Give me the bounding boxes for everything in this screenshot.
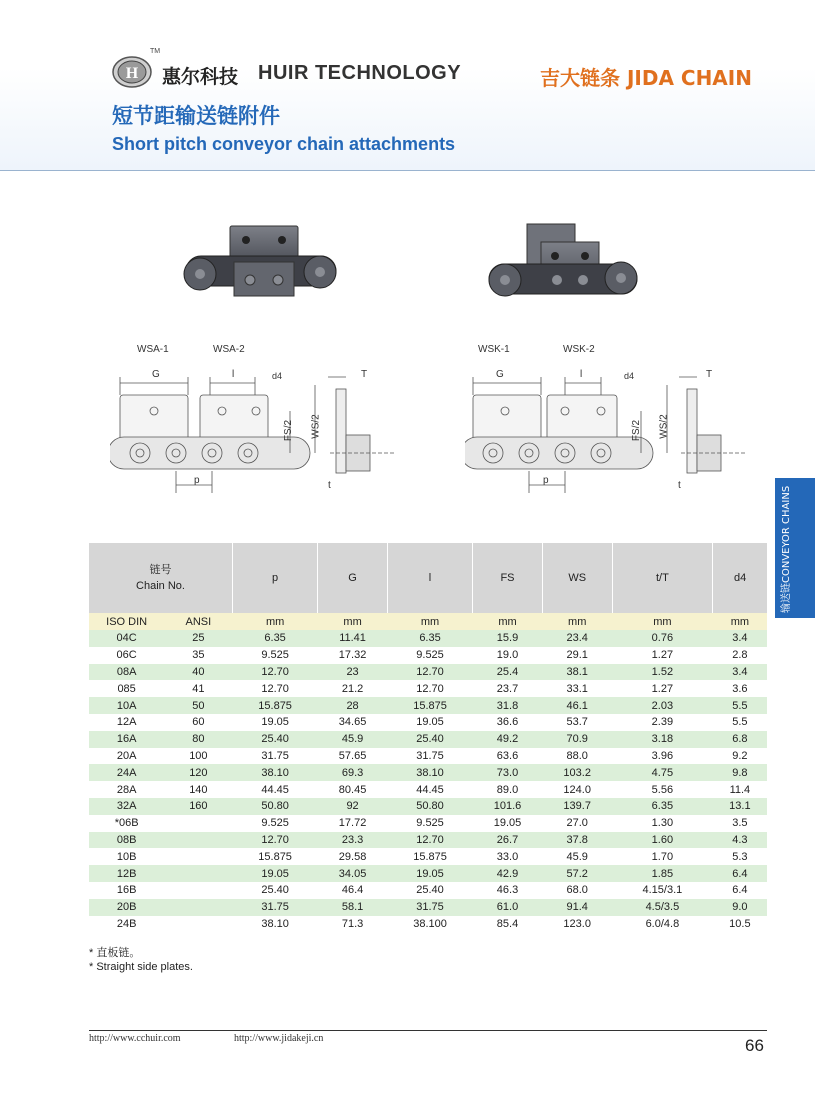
table-cell: 44.45: [387, 781, 472, 798]
table-cell: 38.1: [542, 664, 612, 681]
table-cell: 38.10: [233, 764, 318, 781]
table-cell: [164, 916, 232, 933]
table-cell: 0.76: [612, 630, 713, 647]
svg-text:H: H: [125, 65, 139, 82]
dim-p-left: p: [194, 475, 200, 486]
table-row: [89, 832, 767, 849]
table-cell: 08B: [89, 832, 164, 849]
wsa-attachment-photo: [180, 222, 340, 312]
table-cell: 12.70: [387, 664, 472, 681]
table-cell: 20A: [89, 748, 164, 765]
table-cell: 32A: [89, 798, 164, 815]
side-tab-label: 输送链CONVEYOR CHAINS: [781, 485, 792, 613]
wsa2-label: WSA-2: [213, 344, 245, 355]
table-cell: 9.0: [713, 899, 767, 916]
trademark: TM: [150, 48, 161, 55]
table-cell: 29.1: [542, 647, 612, 664]
table-cell: 4.3: [713, 832, 767, 849]
table-cell: 33.0: [473, 848, 543, 865]
page-number: 66: [745, 1036, 764, 1055]
table-row: [89, 899, 767, 916]
dim-fs2-right: FS/2: [631, 419, 643, 442]
table-cell: 4.75: [612, 764, 713, 781]
brand-name-en: HUIR TECHNOLOGY: [258, 62, 462, 84]
table-cell: 3.4: [713, 664, 767, 681]
table-cell: 41: [164, 680, 232, 697]
table-row: [89, 680, 767, 697]
table-cell: 85.4: [473, 916, 543, 933]
table-cell: 45.9: [542, 848, 612, 865]
table-cell: 2.8: [713, 647, 767, 664]
table-cell: *06B: [89, 815, 164, 832]
table-cell: 12.70: [233, 832, 318, 849]
table-cell: 29.58: [318, 848, 388, 865]
table-cell: 12.70: [233, 664, 318, 681]
table-cell: 10.5: [713, 916, 767, 933]
dim-l-right: l: [580, 369, 583, 380]
dim-p-right: p: [543, 475, 549, 486]
unit-cell: mm: [387, 613, 472, 630]
note-cn: * 直板链。: [89, 947, 141, 959]
table-cell: 16B: [89, 882, 164, 899]
table-row: [89, 781, 767, 798]
table-row: [89, 647, 767, 664]
table-cell: 19.05: [387, 714, 472, 731]
chain-no-header-en: Chain No.: [136, 580, 185, 592]
table-cell: 25.40: [233, 731, 318, 748]
dim-t-lower-right: t: [678, 480, 681, 491]
table-row: [89, 865, 767, 882]
col-header-ws: WS: [542, 543, 612, 613]
table-cell: 1.70: [612, 848, 713, 865]
table-cell: 9.8: [713, 764, 767, 781]
col-header-g: G: [318, 543, 388, 613]
table-cell: 1.27: [612, 680, 713, 697]
table-cell: 100: [164, 748, 232, 765]
table-cell: 1.52: [612, 664, 713, 681]
table-cell: 12B: [89, 865, 164, 882]
dim-t-lower-left: t: [328, 480, 331, 491]
table-cell: 12.70: [233, 680, 318, 697]
table-cell: 3.5: [713, 815, 767, 832]
table-cell: 57.2: [542, 865, 612, 882]
table-cell: 40: [164, 664, 232, 681]
dim-t-upper-right: T: [706, 369, 713, 380]
table-cell: 6.35: [387, 630, 472, 647]
table-cell: 9.525: [387, 647, 472, 664]
table-cell: 12A: [89, 714, 164, 731]
table-cell: 6.0/4.8: [612, 916, 713, 933]
table-cell: 25.4: [473, 664, 543, 681]
table-cell: 5.56: [612, 781, 713, 798]
table-row: [89, 714, 767, 731]
footer-divider: [89, 1030, 767, 1031]
table-cell: 23.7: [473, 680, 543, 697]
page-title-cn: 短节距输送链附件: [112, 104, 280, 128]
table-cell: 31.75: [233, 748, 318, 765]
table-cell: 25.40: [387, 731, 472, 748]
table-cell: 2.03: [612, 697, 713, 714]
table-cell: 160: [164, 798, 232, 815]
table-cell: 68.0: [542, 882, 612, 899]
table-cell: 6.35: [233, 630, 318, 647]
table-row: [89, 731, 767, 748]
col-header-tt: t/T: [612, 543, 713, 613]
table-cell: 60: [164, 714, 232, 731]
table-cell: 1.30: [612, 815, 713, 832]
table-cell: 3.6: [713, 680, 767, 697]
table-cell: 15.9: [473, 630, 543, 647]
unit-cell: mm: [233, 613, 318, 630]
brand-name-cn: 惠尔科技: [162, 66, 239, 88]
table-cell: 71.3: [318, 916, 388, 933]
dim-t-upper-left: T: [361, 369, 368, 380]
col-header-fs: FS: [473, 543, 543, 613]
table-row: [89, 697, 767, 714]
table-cell: 04C: [89, 630, 164, 647]
table-cell: [164, 899, 232, 916]
table-cell: 13.1: [713, 798, 767, 815]
table-row: [89, 815, 767, 832]
table-cell: 124.0: [542, 781, 612, 798]
table-cell: 61.0: [473, 899, 543, 916]
table-cell: 20B: [89, 899, 164, 916]
table-cell: 50.80: [387, 798, 472, 815]
table-cell: 3.4: [713, 630, 767, 647]
table-cell: [164, 815, 232, 832]
table-cell: 57.65: [318, 748, 388, 765]
footer-url-jidakeji[interactable]: http://www.jidakeji.cn: [234, 1033, 324, 1044]
col-header-p: p: [233, 543, 318, 613]
table-cell: 24B: [89, 916, 164, 933]
table-cell: 38.100: [387, 916, 472, 933]
table-cell: 31.75: [387, 899, 472, 916]
table-cell: 25.40: [233, 882, 318, 899]
table-cell: 34.05: [318, 865, 388, 882]
section-side-tab: [775, 478, 815, 618]
table-cell: 31.75: [233, 899, 318, 916]
table-row: [89, 664, 767, 681]
table-cell: 1.60: [612, 832, 713, 849]
table-cell: 5.5: [713, 697, 767, 714]
wsk1-label: WSK-1: [478, 344, 510, 355]
table-cell: 5.3: [713, 848, 767, 865]
table-cell: 33.1: [542, 680, 612, 697]
col-header-l: l: [387, 543, 472, 613]
table-cell: 31.75: [387, 748, 472, 765]
dim-fs2-left: FS/2: [283, 419, 295, 442]
table-cell: 4.15/3.1: [612, 882, 713, 899]
table-cell: 89.0: [473, 781, 543, 798]
dim-l-left: l: [232, 369, 235, 380]
table-cell: 08A: [89, 664, 164, 681]
table-cell: 123.0: [542, 916, 612, 933]
table-cell: 085: [89, 680, 164, 697]
dim-ws2-left: WS/2: [310, 414, 322, 439]
table-cell: 101.6: [473, 798, 543, 815]
table-cell: [164, 832, 232, 849]
table-cell: 25.40: [387, 882, 472, 899]
wsk-technical-drawing: [465, 365, 755, 495]
table-row: [89, 798, 767, 815]
table-cell: 11.4: [713, 781, 767, 798]
spec-table: [89, 543, 767, 932]
table-cell: 25: [164, 630, 232, 647]
table-cell: 19.05: [233, 714, 318, 731]
table-row: [89, 630, 767, 647]
unit-cell: mm: [542, 613, 612, 630]
table-cell: 34.65: [318, 714, 388, 731]
table-cell: 11.41: [318, 630, 388, 647]
unit-cell: mm: [318, 613, 388, 630]
chain-no-header: [89, 543, 233, 613]
wsk2-label: WSK-2: [563, 344, 595, 355]
table-row: [89, 916, 767, 933]
table-cell: 19.0: [473, 647, 543, 664]
table-cell: [164, 848, 232, 865]
table-cell: 139.7: [542, 798, 612, 815]
page-title-en: Short pitch conveyor chain attachments: [112, 134, 456, 154]
table-cell: 42.9: [473, 865, 543, 882]
table-row: [89, 882, 767, 899]
table-cell: 15.875: [387, 848, 472, 865]
table-units-row: [89, 613, 767, 630]
table-cell: 1.85: [612, 865, 713, 882]
unit-cell: mm: [473, 613, 543, 630]
table-cell: 6.35: [612, 798, 713, 815]
table-row: [89, 748, 767, 765]
unit-cell: ANSI: [164, 613, 232, 630]
table-cell: 120: [164, 764, 232, 781]
col-header-d4: d4: [713, 543, 767, 613]
table-cell: 26.7: [473, 832, 543, 849]
table-cell: 23: [318, 664, 388, 681]
table-cell: 44.45: [233, 781, 318, 798]
table-cell: 46.1: [542, 697, 612, 714]
table-cell: 24A: [89, 764, 164, 781]
table-cell: 21.2: [318, 680, 388, 697]
table-row: [89, 848, 767, 865]
table-cell: 19.05: [387, 865, 472, 882]
table-cell: 46.3: [473, 882, 543, 899]
table-cell: [164, 882, 232, 899]
table-cell: 9.525: [387, 815, 472, 832]
table-cell: 10A: [89, 697, 164, 714]
table-cell: 9.2: [713, 748, 767, 765]
table-cell: 9.525: [233, 815, 318, 832]
table-cell: 2.39: [612, 714, 713, 731]
table-cell: 17.32: [318, 647, 388, 664]
dim-d4-left: d4: [272, 371, 283, 381]
table-cell: 27.0: [542, 815, 612, 832]
table-cell: 63.6: [473, 748, 543, 765]
note-en: * Straight side plates.: [89, 961, 193, 973]
table-cell: 53.7: [542, 714, 612, 731]
table-cell: 80.45: [318, 781, 388, 798]
table-cell: 38.10: [387, 764, 472, 781]
table-cell: 19.05: [233, 865, 318, 882]
table-cell: 15.875: [233, 848, 318, 865]
table-cell: 10B: [89, 848, 164, 865]
table-cell: 23.3: [318, 832, 388, 849]
table-cell: 12.70: [387, 680, 472, 697]
table-cell: 1.27: [612, 647, 713, 664]
table-cell: 37.8: [542, 832, 612, 849]
table-cell: 46.4: [318, 882, 388, 899]
footer-url-cchuir[interactable]: http://www.cchuir.com: [89, 1033, 181, 1044]
table-cell: 49.2: [473, 731, 543, 748]
unit-cell: ISO DIN: [89, 613, 164, 630]
table-cell: 28A: [89, 781, 164, 798]
table-cell: 140: [164, 781, 232, 798]
table-cell: 58.1: [318, 899, 388, 916]
dim-ws2-right: WS/2: [658, 414, 670, 439]
wsk-attachment-photo: [485, 218, 645, 313]
table-cell: 6.4: [713, 865, 767, 882]
unit-cell: mm: [612, 613, 713, 630]
table-cell: 80: [164, 731, 232, 748]
huir-logo-icon: [112, 56, 152, 88]
table-cell: 36.6: [473, 714, 543, 731]
table-cell: 3.96: [612, 748, 713, 765]
chain-no-header-cn: 链号: [149, 564, 172, 576]
table-cell: 12.70: [387, 832, 472, 849]
table-cell: 17.72: [318, 815, 388, 832]
table-cell: 4.5/3.5: [612, 899, 713, 916]
table-cell: 23.4: [542, 630, 612, 647]
table-header-row: [89, 543, 767, 613]
table-cell: 92: [318, 798, 388, 815]
table-cell: 5.5: [713, 714, 767, 731]
table-cell: 50: [164, 697, 232, 714]
wsa1-label: WSA-1: [137, 344, 169, 355]
dim-g-left: G: [152, 369, 160, 380]
table-cell: 15.875: [387, 697, 472, 714]
dim-g-right: G: [496, 369, 504, 380]
dim-d4-right: d4: [624, 371, 635, 381]
table-cell: 103.2: [542, 764, 612, 781]
table-cell: 6.4: [713, 882, 767, 899]
table-cell: 16A: [89, 731, 164, 748]
table-cell: [164, 865, 232, 882]
wsa-technical-drawing: [110, 365, 400, 495]
table-cell: 50.80: [233, 798, 318, 815]
table-cell: 6.8: [713, 731, 767, 748]
table-cell: 73.0: [473, 764, 543, 781]
table-cell: 31.8: [473, 697, 543, 714]
jida-brand: 吉大链条 JIDA CHAIN: [540, 66, 752, 90]
table-row: [89, 764, 767, 781]
table-cell: 45.9: [318, 731, 388, 748]
table-cell: 91.4: [542, 899, 612, 916]
table-cell: 06C: [89, 647, 164, 664]
table-cell: 38.10: [233, 916, 318, 933]
table-cell: 28: [318, 697, 388, 714]
unit-cell: mm: [713, 613, 767, 630]
table-cell: 70.9: [542, 731, 612, 748]
table-cell: 15.875: [233, 697, 318, 714]
table-cell: 35: [164, 647, 232, 664]
table-cell: 3.18: [612, 731, 713, 748]
table-cell: 69.3: [318, 764, 388, 781]
table-cell: 88.0: [542, 748, 612, 765]
table-cell: 19.05: [473, 815, 543, 832]
header-divider: [0, 170, 815, 171]
table-cell: 9.525: [233, 647, 318, 664]
